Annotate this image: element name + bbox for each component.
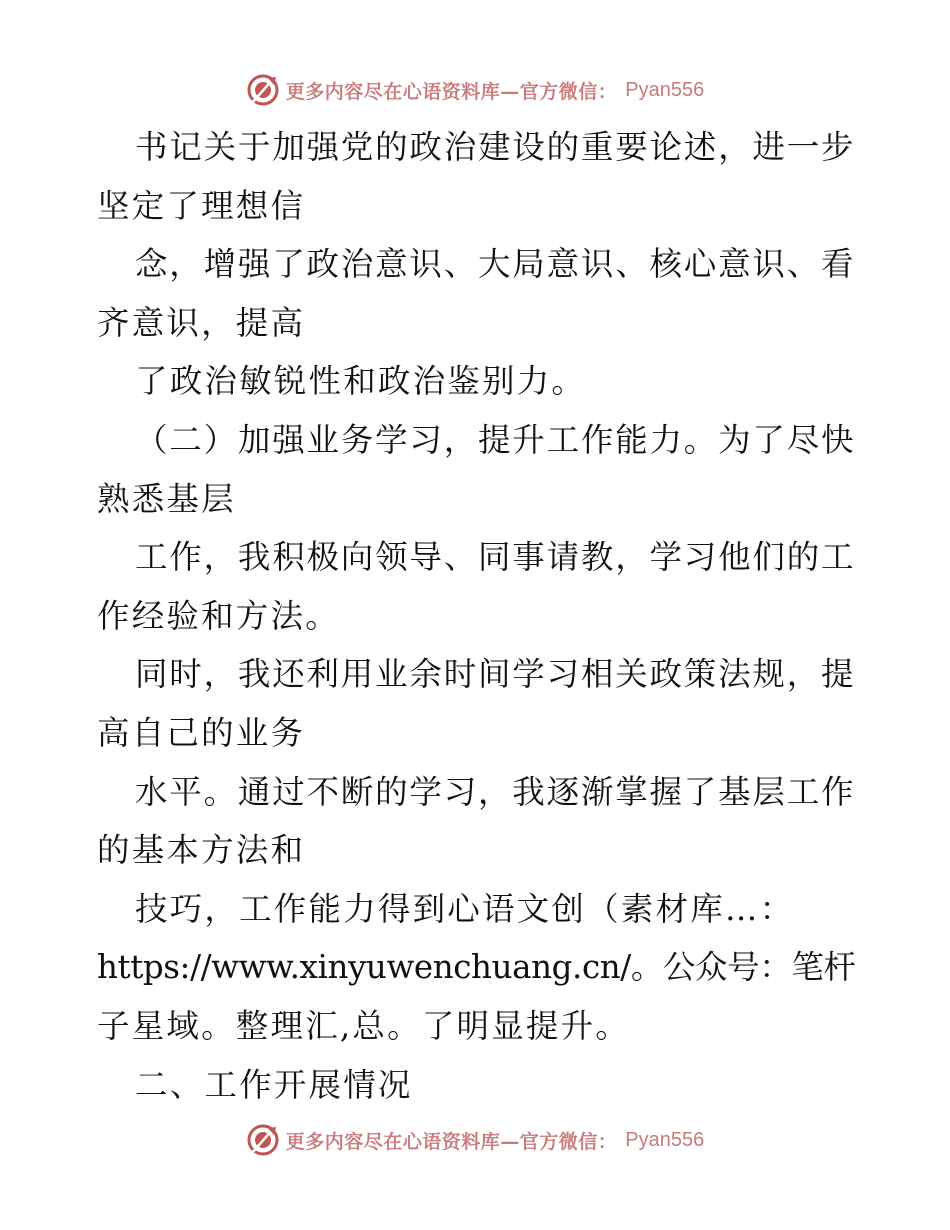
- text-line: 了政治敏锐性和政治鉴别力。: [135, 362, 587, 401]
- quill-logo-icon: [246, 73, 280, 107]
- footer-watermark: [0, 1122, 950, 1158]
- text-line: 念，增强了政治意识、大局意识、核心意识、看: [135, 245, 856, 284]
- quill-logo-icon: [246, 1123, 280, 1157]
- watermark-text: 更多内容尽在心语资料库—官方微信：: [285, 1130, 618, 1153]
- watermark-wechat-id: Pyan556: [625, 1128, 705, 1151]
- section-heading: 二、工作开展情况: [135, 1065, 413, 1104]
- text-line: 书记关于加强党的政治建设的重要论述，进一步: [135, 128, 856, 166]
- text-line: 同时，我还利用业余时间学习相关政策法规，提: [135, 655, 856, 694]
- text-line: （二）加强业务学习，提升工作能力。为了尽快: [135, 420, 856, 459]
- text-line: 齐意识，提高: [97, 303, 306, 342]
- watermark-wechat-id: Pyan556: [625, 78, 705, 101]
- text-line: 子星域。整理汇,总。了明显提升。: [97, 1006, 631, 1045]
- text-line: 作经验和方法。: [97, 596, 340, 635]
- text-line: 水平。通过不断的学习，我逐渐掌握了基层工作: [135, 772, 856, 811]
- text-line: 坚定了理想信: [97, 186, 306, 225]
- text-line: 的基本方法和: [97, 831, 306, 870]
- text-line: 高自己的业务: [97, 713, 306, 752]
- header-watermark: [0, 72, 950, 108]
- text-line: 熟悉基层: [97, 479, 236, 518]
- text-line-url: https://www.xinyuwenchuang.cn/。公众号：笔杆: [97, 948, 856, 987]
- document-body: [97, 118, 857, 1114]
- text-line: 工作，我积极向领导、同事请教，学习他们的工: [135, 538, 856, 577]
- text-line: 技巧，工作能力得到心语文创（素材库…：: [135, 889, 795, 928]
- watermark-text: 更多内容尽在心语资料库—官方微信：: [285, 80, 618, 103]
